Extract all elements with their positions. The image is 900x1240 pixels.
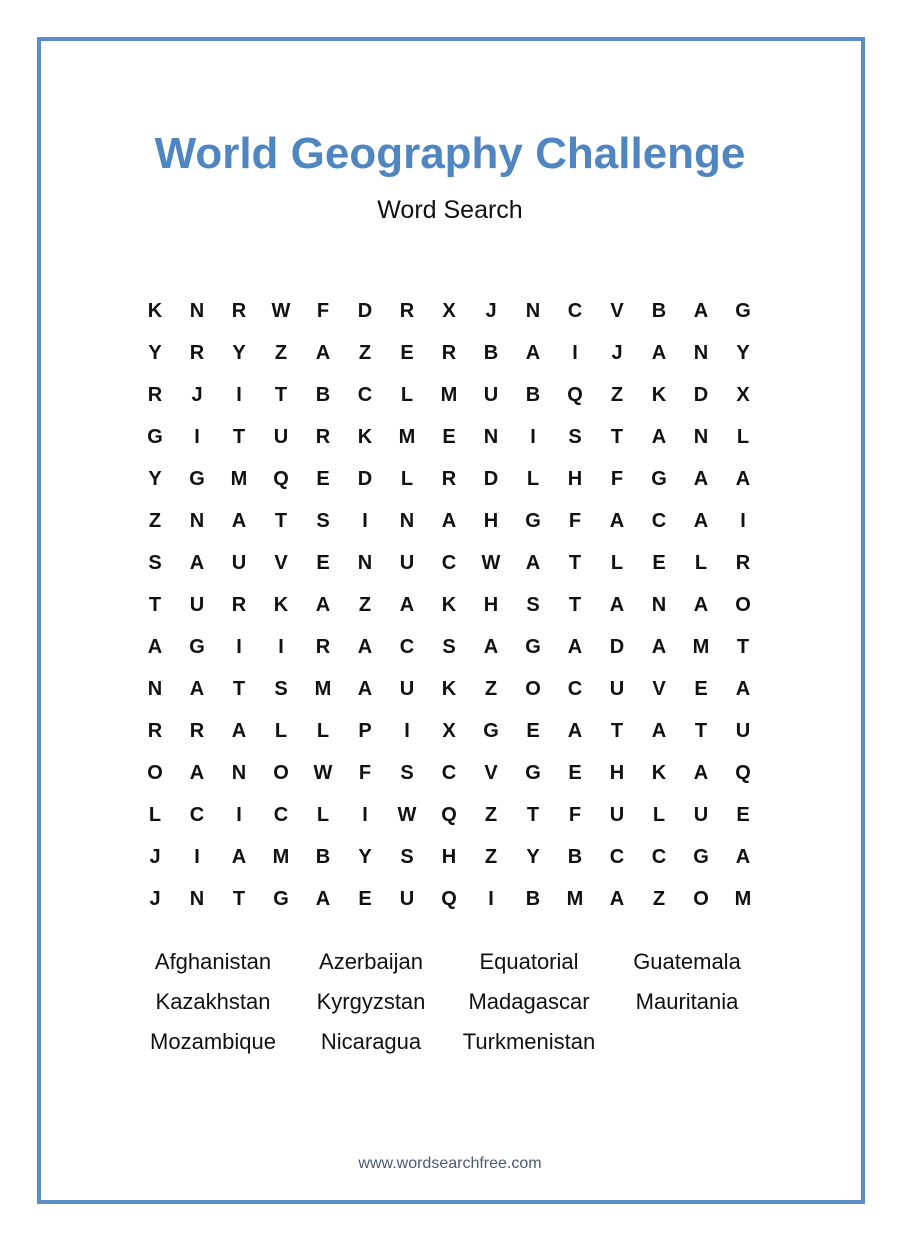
grid-letter: U [399, 551, 415, 574]
grid-letter: R [735, 551, 751, 574]
grid-letter: F [568, 803, 582, 826]
grid-letter: J [485, 299, 497, 322]
grid-letter: C [441, 551, 457, 574]
grid-letter: Y [148, 341, 162, 364]
grid-letter: Z [484, 845, 498, 868]
grid-letter: G [525, 761, 541, 784]
grid-letter: U [735, 719, 751, 742]
grid-letter: B [315, 845, 331, 868]
grid-letter: Q [567, 383, 583, 406]
grid-letter: A [651, 425, 667, 448]
grid-letter: T [736, 635, 750, 658]
grid-letter: I [194, 845, 200, 868]
grid-letter: I [530, 425, 536, 448]
grid-letter: A [651, 719, 667, 742]
grid-letter: F [358, 761, 372, 784]
grid-letter: G [189, 635, 205, 658]
grid-letter: S [274, 677, 288, 700]
grid-letter: T [568, 551, 582, 574]
grid-letter: F [610, 467, 624, 490]
grid-letter: E [736, 803, 750, 826]
word-list-item: Turkmenistan [462, 1029, 596, 1054]
grid-letter: F [568, 509, 582, 532]
word-list-item: Kyrgyzstan [316, 989, 426, 1014]
grid-letter: D [357, 467, 373, 490]
word-list-item: Guatemala [633, 949, 741, 974]
grid-letter: S [568, 425, 582, 448]
grid-letter: N [147, 677, 163, 700]
grid-letter: U [399, 677, 415, 700]
grid-letter: N [651, 593, 667, 616]
grid-letter: I [572, 341, 578, 364]
grid-letter: D [483, 467, 499, 490]
grid-letter: Y [148, 467, 162, 490]
grid-letter: O [273, 761, 289, 784]
grid-letter: A [693, 299, 709, 322]
grid-letter: Z [652, 887, 666, 910]
grid-letter: L [652, 803, 666, 826]
grid-letter: N [189, 887, 205, 910]
grid-letter: C [189, 803, 205, 826]
grid-letter: V [274, 551, 288, 574]
grid-letter: R [441, 467, 457, 490]
grid-letter: A [651, 341, 667, 364]
grid-letter: S [442, 635, 456, 658]
grid-letter: A [189, 761, 205, 784]
grid-letter: N [693, 341, 709, 364]
grid-letter: I [362, 803, 368, 826]
grid-letter: G [525, 635, 541, 658]
grid-letter: I [236, 383, 242, 406]
grid-letter: L [694, 551, 708, 574]
grid-letter: E [442, 425, 456, 448]
grid-letter: V [610, 299, 624, 322]
grid-letter: N [357, 551, 373, 574]
grid-letter: A [315, 341, 331, 364]
grid-letter: G [735, 299, 751, 322]
grid-letter: H [483, 593, 499, 616]
grid-letter: T [274, 383, 288, 406]
grid-letter: A [189, 677, 205, 700]
grid-letter: Z [358, 341, 372, 364]
grid-letter: Y [736, 341, 750, 364]
grid-letter: L [526, 467, 540, 490]
grid-letter: A [609, 593, 625, 616]
grid-letter: M [398, 425, 416, 448]
grid-letter: B [525, 383, 541, 406]
word-list-item: Mozambique [150, 1029, 276, 1054]
grid-letter: E [358, 887, 372, 910]
grid-letter: Q [273, 467, 289, 490]
grid-letter: R [189, 341, 205, 364]
grid-letter: A [357, 635, 373, 658]
grid-letter: A [693, 761, 709, 784]
grid-letter: D [693, 383, 709, 406]
grid-letter: A [609, 509, 625, 532]
grid-letter: R [441, 341, 457, 364]
grid-letter: X [736, 383, 750, 406]
grid-letter: T [148, 593, 162, 616]
grid-letter: S [400, 761, 414, 784]
grid-letter: Y [358, 845, 372, 868]
grid-letter: N [189, 509, 205, 532]
grid-letter: R [315, 425, 331, 448]
grid-letter: D [357, 299, 373, 322]
grid-letter: B [525, 887, 541, 910]
grid-letter: C [567, 299, 583, 322]
grid-letter: B [315, 383, 331, 406]
grid-letter: A [441, 509, 457, 532]
grid-letter: K [651, 761, 667, 784]
grid-letter: I [740, 509, 746, 532]
grid-letter: E [694, 677, 708, 700]
grid-letter: E [316, 467, 330, 490]
grid-letter: I [404, 719, 410, 742]
grid-letter: R [231, 299, 247, 322]
grid-letter: U [231, 551, 247, 574]
grid-letter: T [610, 425, 624, 448]
grid-letter: A [315, 887, 331, 910]
grid-letter: L [610, 551, 624, 574]
grid-letter: B [651, 299, 667, 322]
grid-letter: S [400, 845, 414, 868]
grid-letter: Z [358, 593, 372, 616]
grid-letter: G [651, 467, 667, 490]
grid-letter: H [567, 467, 583, 490]
grid-letter: J [149, 887, 161, 910]
word-list-item: Equatorial [479, 949, 579, 974]
grid-letter: R [231, 593, 247, 616]
grid-letter: L [400, 467, 414, 490]
grid-letter: L [316, 803, 330, 826]
grid-letter: U [483, 383, 499, 406]
grid-letter: C [357, 383, 373, 406]
grid-letter: A [525, 341, 541, 364]
grid-letter: T [232, 887, 246, 910]
page-title: World Geography Challenge [154, 129, 746, 178]
grid-letter: Z [274, 341, 288, 364]
grid-letter: Y [232, 341, 246, 364]
grid-letter: E [400, 341, 414, 364]
grid-letter: T [694, 719, 708, 742]
grid-letter: A [567, 719, 583, 742]
grid-letter: I [236, 635, 242, 658]
grid-letter: Z [148, 509, 162, 532]
grid-letter: T [274, 509, 288, 532]
footer-url: www.wordsearchfree.com [358, 1155, 542, 1172]
grid-letter: A [525, 551, 541, 574]
grid-letter: N [693, 425, 709, 448]
grid-letter: T [232, 425, 246, 448]
grid-letter: G [525, 509, 541, 532]
grid-letter: A [735, 845, 751, 868]
grid-letter: Z [484, 677, 498, 700]
grid-letter: G [273, 887, 289, 910]
grid-letter: R [147, 719, 163, 742]
grid-letter: T [568, 593, 582, 616]
word-list [134, 942, 766, 1062]
grid-letter: T [526, 803, 540, 826]
grid-letter: R [189, 719, 205, 742]
grid-letter: M [566, 887, 584, 910]
grid-letter: W [397, 803, 417, 826]
grid-letter: N [483, 425, 499, 448]
grid-letter: L [736, 425, 750, 448]
letter-grid [134, 290, 764, 920]
grid-letter: Q [441, 803, 457, 826]
grid-letter: O [147, 761, 163, 784]
grid-letter: A [399, 593, 415, 616]
grid-letter: D [609, 635, 625, 658]
grid-letter: O [525, 677, 541, 700]
grid-letter: R [399, 299, 415, 322]
grid-letter: A [693, 467, 709, 490]
grid-letter: W [313, 761, 333, 784]
grid-letter: U [609, 803, 625, 826]
grid-letter: U [399, 887, 415, 910]
grid-letter: I [488, 887, 494, 910]
grid-letter: V [652, 677, 666, 700]
grid-letter: U [189, 593, 205, 616]
grid-letter: Q [735, 761, 751, 784]
grid-letter: N [525, 299, 541, 322]
grid-letter: K [441, 593, 457, 616]
grid-letter: K [147, 299, 163, 322]
grid-letter: S [316, 509, 330, 532]
grid-letter: X [442, 719, 456, 742]
grid-letter: G [483, 719, 499, 742]
grid-letter: M [272, 845, 290, 868]
grid-letter: J [611, 341, 623, 364]
grid-letter: H [609, 761, 625, 784]
grid-letter: O [693, 887, 709, 910]
grid-letter: F [316, 299, 330, 322]
grid-letter: A [693, 509, 709, 532]
grid-letter: L [316, 719, 330, 742]
grid-letter: S [526, 593, 540, 616]
grid-letter: A [231, 845, 247, 868]
grid-letter: E [526, 719, 540, 742]
grid-letter: B [483, 341, 499, 364]
grid-letter: C [651, 509, 667, 532]
grid-letter: I [194, 425, 200, 448]
page-subtitle: Word Search [377, 196, 523, 224]
word-list-item: Afghanistan [154, 949, 272, 974]
grid-letter: C [273, 803, 289, 826]
grid-letter: C [609, 845, 625, 868]
grid-letter: L [274, 719, 288, 742]
grid-letter: E [652, 551, 666, 574]
grid-letter: R [315, 635, 331, 658]
grid-letter: G [693, 845, 709, 868]
grid-letter: K [357, 425, 373, 448]
word-list-item: Madagascar [468, 989, 590, 1014]
grid-letter: A [189, 551, 205, 574]
grid-letter: J [149, 845, 161, 868]
grid-letter: J [191, 383, 203, 406]
grid-letter: U [693, 803, 709, 826]
grid-letter: C [399, 635, 415, 658]
grid-letter: W [481, 551, 501, 574]
grid-letter: M [314, 677, 332, 700]
word-list-item: Kazakhstan [155, 989, 271, 1014]
grid-letter: K [441, 677, 457, 700]
word-list-item: Azerbaijan [319, 949, 423, 974]
grid-letter: X [442, 299, 456, 322]
grid-letter: A [315, 593, 331, 616]
word-list-item: Mauritania [635, 989, 739, 1014]
grid-letter: A [147, 635, 163, 658]
grid-letter: K [651, 383, 667, 406]
grid-letter: R [147, 383, 163, 406]
grid-letter: H [483, 509, 499, 532]
grid-letter: V [484, 761, 498, 784]
grid-letter: G [189, 467, 205, 490]
grid-letter: K [273, 593, 289, 616]
grid-letter: L [400, 383, 414, 406]
grid-letter: G [147, 425, 163, 448]
grid-letter: U [273, 425, 289, 448]
grid-letter: T [232, 677, 246, 700]
grid-letter: U [609, 677, 625, 700]
grid-letter: N [399, 509, 415, 532]
grid-letter: H [441, 845, 457, 868]
word-list-item: Nicaragua [320, 1029, 422, 1054]
grid-letter: M [734, 887, 752, 910]
grid-letter: A [735, 467, 751, 490]
grid-letter: N [189, 299, 205, 322]
grid-letter: M [692, 635, 710, 658]
grid-letter: E [316, 551, 330, 574]
grid-letter: A [567, 635, 583, 658]
grid-letter: I [278, 635, 284, 658]
grid-letter: W [271, 299, 291, 322]
grid-letter: Z [484, 803, 498, 826]
grid-letter: Y [526, 845, 540, 868]
grid-letter: A [651, 635, 667, 658]
grid-letter: L [148, 803, 162, 826]
grid-letter: C [441, 761, 457, 784]
grid-letter: A [231, 509, 247, 532]
grid-letter: A [735, 677, 751, 700]
grid-letter: O [735, 593, 751, 616]
grid-letter: T [610, 719, 624, 742]
grid-letter: C [567, 677, 583, 700]
grid-letter: A [231, 719, 247, 742]
grid-letter: M [440, 383, 458, 406]
grid-letter: M [230, 467, 248, 490]
grid-letter: Q [441, 887, 457, 910]
grid-letter: A [609, 887, 625, 910]
grid-letter: S [148, 551, 162, 574]
grid-letter: A [483, 635, 499, 658]
grid-letter: Z [610, 383, 624, 406]
grid-letter: E [568, 761, 582, 784]
grid-letter: A [693, 593, 709, 616]
grid-letter: B [567, 845, 583, 868]
grid-letter: C [651, 845, 667, 868]
grid-letter: N [231, 761, 247, 784]
grid-letter: P [358, 719, 372, 742]
grid-letter: I [362, 509, 368, 532]
grid-letter: A [357, 677, 373, 700]
grid-letter: I [236, 803, 242, 826]
